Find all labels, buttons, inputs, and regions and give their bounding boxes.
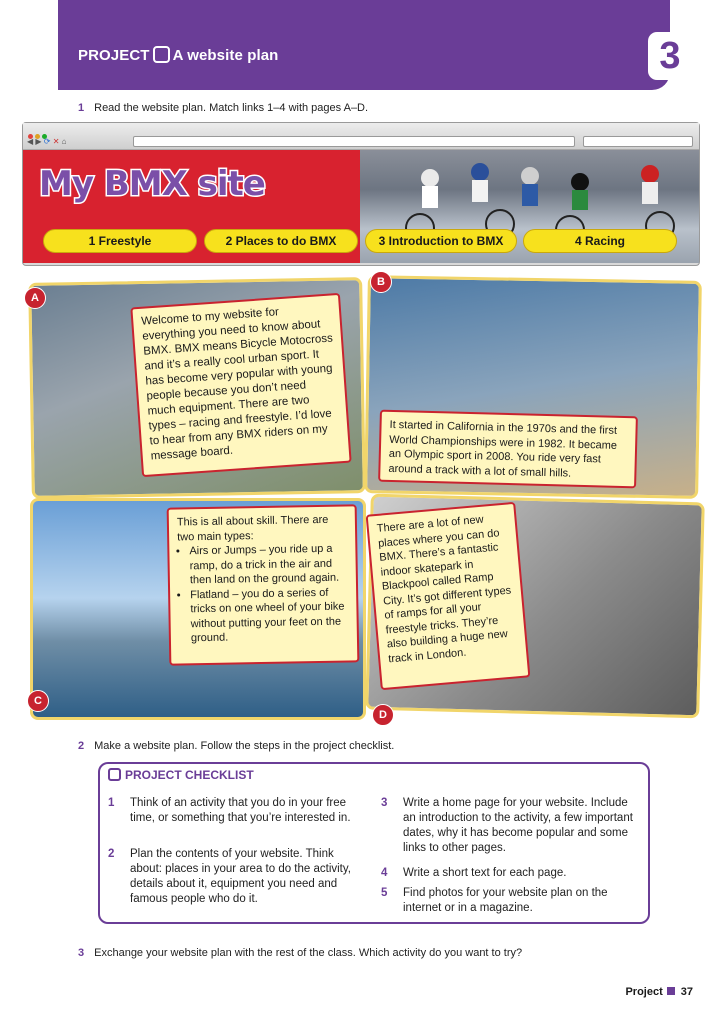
page-label-a: A	[24, 287, 46, 309]
home-icon[interactable]: ⌂	[61, 137, 67, 146]
footer-square-icon	[667, 987, 675, 995]
checklist-item-5	[381, 886, 635, 916]
page-c-list	[177, 542, 349, 646]
checklist-item-1	[108, 796, 360, 826]
instruction-number: 3	[78, 947, 85, 959]
instruction-text: Make a website plan. Follow the steps in the project checklist.	[94, 740, 395, 752]
site-logo: My BMX site	[39, 164, 265, 204]
item-text: Write a home page for your website. Include an introduction to the activity, a few important dates, why it has become popular and some links to other pages.	[403, 797, 633, 854]
link-introduction[interactable]: 3 Introduction to BMX	[365, 229, 517, 253]
address-bar[interactable]	[133, 136, 575, 147]
instruction-text: Exchange your website plan with the rest of the class. Which activity do you want to try?	[94, 947, 523, 959]
checklist-title-text: PROJECT CHECKLIST	[125, 768, 254, 782]
checklist-item-3	[381, 796, 635, 856]
browser-window	[22, 122, 700, 266]
instruction-number: 1	[78, 102, 85, 114]
item-text: Plan the contents of your website. Think about: places in your area to do the activity, details about it, equipment you need and famous people who do it.	[130, 848, 351, 905]
instruction-1	[78, 102, 368, 114]
page-d-text: There are a lot of new places where you can do BMX. There’s a fantastic indoor skatepark in Blackpool called Ramp City. It’s got different types of ramps for all your freestyle tricks. They’re also building a huge new track in London.	[366, 502, 531, 690]
back-icon[interactable]: ◀	[27, 137, 34, 146]
page-c-text	[167, 504, 360, 665]
checklist-item-4	[381, 866, 635, 881]
link-freestyle[interactable]: 1 Freestyle	[43, 229, 197, 253]
site-header	[23, 150, 699, 263]
link-racing[interactable]: 4 Racing	[523, 229, 677, 253]
page-label-c: C	[27, 690, 49, 712]
page-a-text: Welcome to my website for everything you need to know about BMX. BMX means Bicycle Motocross and it’s a really cool urban sport. It has become very popular with young people because you don’t need much equipment. There are two types – racing and freestyle. I’d love to hear from any BMX riders on my message board.	[130, 293, 351, 477]
project-label: PROJECT	[78, 47, 150, 64]
checklist-box-icon	[108, 768, 121, 781]
page-title	[78, 46, 278, 64]
checklist-title	[108, 768, 254, 782]
item-number: 2	[108, 848, 115, 860]
project-title: A website plan	[172, 47, 279, 64]
site-nav	[43, 229, 699, 253]
stop-icon[interactable]: ✕	[52, 137, 60, 146]
checklist-item-2	[108, 847, 360, 907]
item-number: 5	[381, 887, 388, 899]
footer-section: Project	[625, 986, 663, 998]
unit-number-badge: 3	[648, 32, 692, 80]
browser-toolbar	[23, 123, 699, 150]
nav-buttons	[27, 137, 67, 146]
header-banner	[58, 0, 670, 90]
project-box-icon	[153, 46, 170, 63]
page-number: 37	[680, 986, 693, 998]
page-c-intro: This is all about skill. There are two main types:	[176, 513, 329, 543]
list-item: • Flatland – you do a series of tricks on one wheel of your bike without putting your feet on the ground.	[190, 585, 349, 646]
item-number: 3	[381, 797, 388, 809]
item-number: 4	[381, 867, 388, 879]
item-number: 1	[108, 797, 115, 809]
instruction-3	[78, 947, 522, 959]
search-input[interactable]	[583, 136, 693, 147]
forward-icon[interactable]: ▶	[35, 137, 42, 146]
refresh-icon[interactable]: ⟳	[43, 137, 51, 146]
page-label-b: B	[370, 271, 392, 293]
instruction-number: 2	[78, 740, 85, 752]
list-item: • Airs or Jumps – you ride up a ramp, do a trick in the air and then land on the ground again.	[189, 542, 348, 588]
page-footer	[625, 986, 693, 998]
item-text: Find photos for your website plan on the internet or in a magazine.	[403, 887, 608, 914]
item-text: Think of an activity that you do in your free time, or something that you’re interested in.	[130, 797, 351, 824]
link-places[interactable]: 2 Places to do BMX	[204, 229, 358, 253]
page-label-d: D	[372, 704, 394, 726]
instruction-text: Read the website plan. Match links 1–4 with pages A–D.	[94, 102, 369, 114]
page-b-text: It started in California in the 1970s and the first World Championships were in 1982. It became an Olympic sport in 2008. You ride very fast around a track with a lot of small hills.	[378, 410, 638, 489]
item-text: Write a short text for each page.	[403, 867, 567, 879]
instruction-2	[78, 740, 394, 752]
